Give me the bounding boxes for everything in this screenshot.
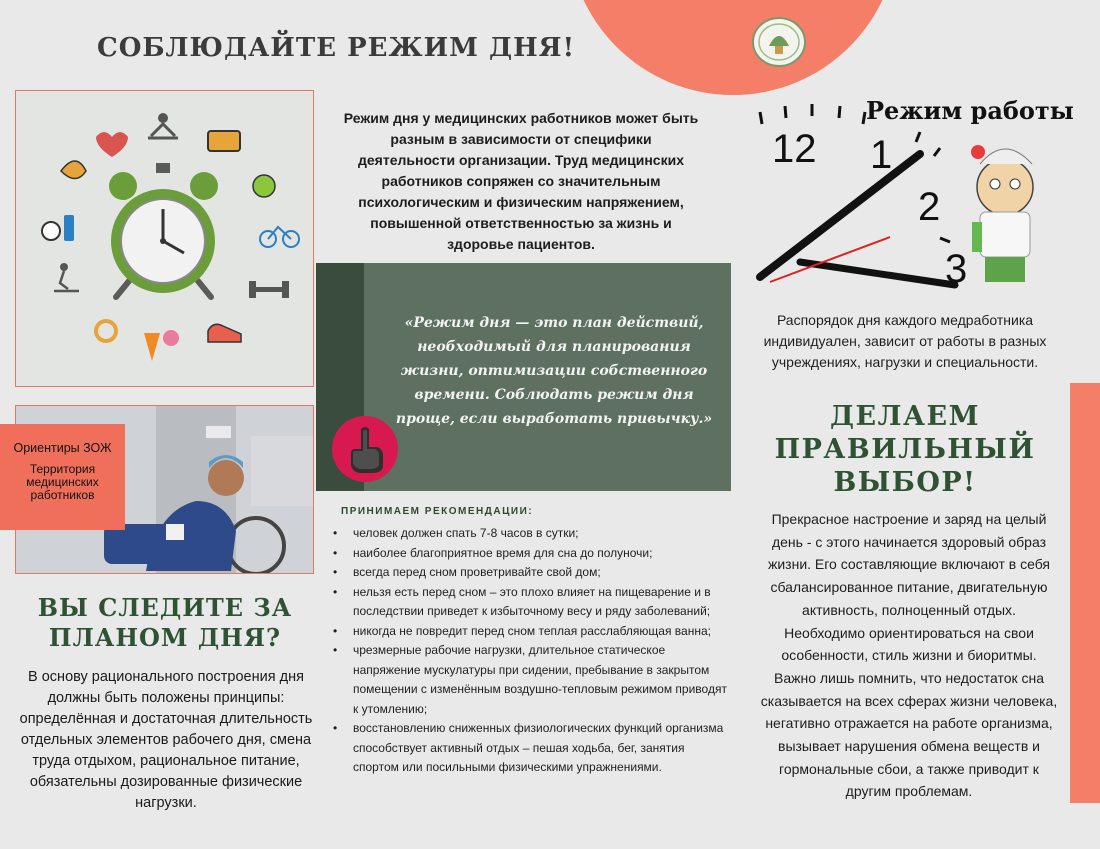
decor-circle xyxy=(568,0,898,95)
pointing-finger-icon xyxy=(331,415,399,483)
clock-hour-hand xyxy=(760,154,920,277)
page-title: СОБЛЮДАЙТЕ РЕЖИМ ДНЯ! xyxy=(97,33,575,63)
list-item: • никогда не повредит перед сном теплая расслабляющая ванна; xyxy=(333,622,728,642)
recommendations-title: ПРИНИМАЕМ РЕКОМЕНДАЦИИ: xyxy=(341,506,534,517)
apple-icon xyxy=(253,175,275,197)
list-item: • чрезмерные рабочие нагрузки, длительное статическое напряжение мускулатуры при сидении, пребывание в закрытом помещении с изменённым воздушно-тепловым режимом приводят к утомлению; xyxy=(333,641,728,719)
daily-routine-illustration xyxy=(15,90,314,387)
bicycle-icon xyxy=(260,227,299,247)
clock-number-2: 2 xyxy=(918,185,941,229)
cartoon-doctor-icon xyxy=(971,145,1033,282)
list-item: • наиболее благоприятное время для сна до полуночи; xyxy=(333,544,728,564)
badge-line-1: Ориентиры ЗОЖ xyxy=(13,441,112,455)
list-item: • всегда перед сном проветривайте свой дом; xyxy=(333,563,728,583)
question-title: ВЫ СЛЕДИТЕ ЗА ПЛАНОМ ДНЯ? xyxy=(37,593,293,652)
emblem-logo xyxy=(751,16,807,68)
muscle-arm-icon xyxy=(61,161,86,179)
yoga-icon xyxy=(148,113,178,138)
clock-number-3: 3 xyxy=(945,247,968,291)
treadmill-icon xyxy=(54,263,79,291)
choice-title: ДЕЛАЕМ ПРАВИЛЬНЫЙ ВЫБОР! xyxy=(774,401,1036,498)
zozh-badge xyxy=(0,424,125,530)
right-paragraph: Прекрасное настроение и заряд на целый день - с этого начинается здоровый образ жизни. Его составляющие включают в себя сбалансированное питание, двигательную активность, полноценный отдых. Необходимо ориентироваться на свои особенности, стиль жизни и биоритмы. Важно лишь помнить, что недостаток сна сказывается на всех сферах жизни человека, негативно отражается на работе организма, вызывает нарушения обмена веществ и гормональные сбои, а также приводит к другим проблемам. xyxy=(760,511,1058,800)
clock-minute-hand xyxy=(800,262,955,285)
badge-line-2: Территория медицинских работников xyxy=(26,462,99,502)
clock-number-12: 12 xyxy=(772,127,817,171)
bed-icon xyxy=(208,131,240,151)
measuring-tape-icon xyxy=(96,321,116,341)
recommendations-list xyxy=(333,524,728,778)
schedule-description: Распорядок дня каждого медработника индивидуален, зависит от работы в разных учреждениях, нагрузки и специальности. xyxy=(763,312,1047,370)
alarm-clock-icon xyxy=(109,163,218,297)
sneaker-icon xyxy=(208,324,241,342)
list-item: • человек должен спать 7-8 часов в сутки; xyxy=(333,524,728,544)
vegetables-icon xyxy=(144,330,179,361)
clock-number-1: 1 xyxy=(870,133,893,177)
list-item: • нельзя есть перед сном – это плохо влияет на пищеварение и в последствии приведет к избыточному весу и ряду заболеваний; xyxy=(333,583,728,622)
intro-paragraph: Режим дня у медицинских работников может быть разным в зависимости от специфики деятельности организации. Труд медицинских работников сопряжен со значительным психологическим и физическим напряжением, повышенной ответственностью за жизнь и здоровье пациентов. xyxy=(343,110,699,252)
decor-side-bar xyxy=(1070,383,1100,803)
left-paragraph: В основу рационального построения дня должны быть положены принципы: определённая и достаточная длительность отдельных элементов рабочего дня, смена труда отдыхом, рациональное питание, обязательны дозированные физические нагрузки. xyxy=(19,669,313,811)
work-schedule-title: Режим работы xyxy=(866,96,1074,125)
stopwatch-icon xyxy=(42,215,74,241)
dumbbell-icon xyxy=(249,281,289,298)
quote-text: «Режим дня — это план действий, необходимый для планирования жизни, оптимизации собственного времени. Соблюдать режим дня проще, если выработать привычку.» xyxy=(395,315,713,427)
heart-pulse-icon xyxy=(96,132,128,157)
list-item: • восстановлению сниженных физиологических функций организма способствует активный отдых – пешая ходьба, бег, занятия спортом или посильными физическими упражнениями. xyxy=(333,719,728,778)
